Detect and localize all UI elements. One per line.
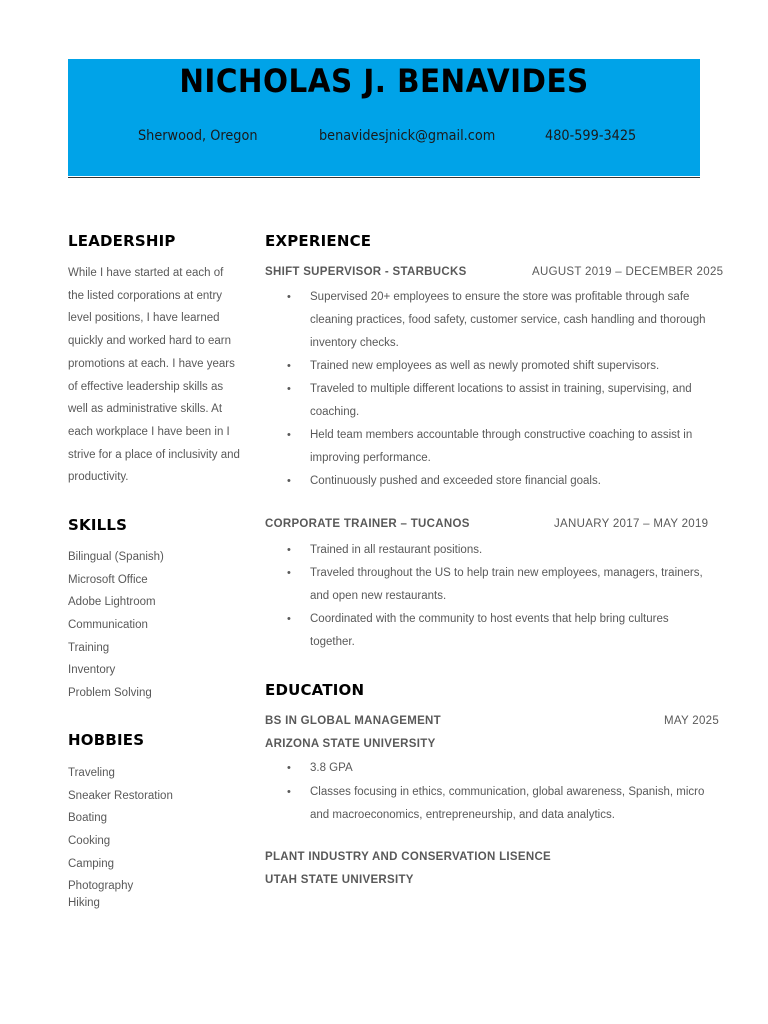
hobby-item: Sneaker Restoration bbox=[68, 789, 173, 802]
location: Sherwood, Oregon bbox=[138, 128, 258, 144]
bullet-text: Classes focusing in ethics, communication, global awareness, Spanish, micro and macroeconomics, entrepreneurship, and data analytics. bbox=[310, 786, 705, 821]
leadership-heading: LEADERSHIP bbox=[68, 232, 176, 250]
job-dates: AUGUST 2019 – DECEMBER 2025 bbox=[532, 266, 724, 278]
certification-title: PLANT INDUSTRY AND CONSERVATION LISENCE bbox=[265, 851, 552, 863]
bullet-text: Supervised 20+ employees to ensure the store was profitable through safe cleaning practices, food safety, customer service, cash handling and thorough inventory checks. bbox=[310, 291, 706, 349]
degree-date: MAY 2025 bbox=[664, 715, 720, 727]
bullet-text: Traveled throughout the US to help train new employees, managers, trainers, and open new restaurants. bbox=[310, 567, 703, 602]
skill-item: Training bbox=[68, 641, 110, 654]
bullet-text: Traveled to multiple different locations to assist in training, supervising, and coaching. bbox=[310, 383, 692, 418]
job-bullets bbox=[287, 539, 712, 654]
phone: 480-599-3425 bbox=[545, 128, 637, 144]
job-title: SHIFT SUPERVISOR - STARBUCKS bbox=[265, 266, 467, 278]
bullet-icon: • bbox=[287, 613, 291, 625]
header-banner bbox=[68, 59, 700, 176]
job-title: CORPORATE TRAINER – TUCANOS bbox=[265, 518, 470, 530]
bullet-item bbox=[287, 378, 712, 424]
bullet-icon: • bbox=[287, 762, 291, 774]
bullet-text: 3.8 GPA bbox=[310, 762, 353, 774]
bullet-item bbox=[287, 539, 712, 562]
bullet-item bbox=[287, 470, 712, 493]
candidate-name: NICHOLAS J. BENAVIDES bbox=[179, 62, 589, 100]
bullet-item bbox=[287, 286, 712, 355]
skill-item: Inventory bbox=[68, 664, 116, 677]
job-dates: JANUARY 2017 – MAY 2019 bbox=[554, 518, 709, 530]
bullet-text: Continuously pushed and exceeded store financial goals. bbox=[310, 475, 601, 487]
skills-heading: SKILLS bbox=[68, 516, 128, 534]
certification-school: UTAH STATE UNIVERSITY bbox=[265, 874, 414, 886]
hobby-item: Cooking bbox=[68, 835, 111, 848]
hobby-item: Hiking bbox=[68, 897, 100, 910]
bullet-item bbox=[287, 781, 712, 827]
bullet-icon: • bbox=[287, 544, 291, 556]
hobbies-heading: HOBBIES bbox=[68, 731, 145, 749]
school-name: ARIZONA STATE UNIVERSITY bbox=[265, 738, 436, 750]
bullet-icon: • bbox=[287, 360, 291, 372]
header-divider bbox=[68, 177, 700, 178]
skill-item: Microsoft Office bbox=[68, 573, 148, 586]
leadership-text: While I have started at each of the listed corporations at entry level positions, I have learned quickly and worked hard to earn promotions at each. I have years of effective leadership skills as well as administrative skills. At each workplace I have been in I strive for a place of inclusivity and productivity. bbox=[68, 267, 240, 484]
bullet-text: Trained new employees as well as newly promoted shift supervisors. bbox=[310, 360, 660, 372]
job-bullets bbox=[287, 286, 712, 493]
skill-item: Problem Solving bbox=[68, 687, 152, 700]
bullet-item bbox=[287, 355, 712, 378]
experience-heading: EXPERIENCE bbox=[265, 232, 372, 250]
bullet-icon: • bbox=[287, 475, 291, 487]
skill-item: Bilingual (Spanish) bbox=[68, 551, 164, 563]
bullet-icon: • bbox=[287, 383, 291, 395]
education-bullets bbox=[287, 757, 712, 827]
skills-list bbox=[68, 546, 164, 705]
bullet-icon: • bbox=[287, 291, 291, 303]
bullet-icon: • bbox=[287, 429, 291, 441]
bullet-item bbox=[287, 757, 712, 780]
hobbies-list bbox=[68, 762, 173, 915]
skill-item: Adobe Lightroom bbox=[68, 596, 156, 609]
bullet-icon: • bbox=[287, 786, 291, 798]
bullet-text: Held team members accountable through constructive coaching to assist in improving performance. bbox=[310, 429, 693, 464]
education-heading: EDUCATION bbox=[265, 681, 365, 699]
bullet-item bbox=[287, 424, 712, 470]
bullet-text: Coordinated with the community to host events that help bring cultures together. bbox=[310, 613, 669, 648]
degree-title: BS IN GLOBAL MANAGEMENT bbox=[265, 715, 441, 727]
skill-item: Communication bbox=[68, 619, 148, 632]
bullet-item bbox=[287, 562, 712, 608]
bullet-text: Trained in all restaurant positions. bbox=[310, 544, 483, 556]
hobby-item: Traveling bbox=[68, 767, 115, 779]
bullet-item bbox=[287, 608, 712, 654]
email: benavidesjnick@gmail.com bbox=[319, 128, 496, 144]
hobby-item: Camping bbox=[68, 857, 115, 870]
hobby-item: Photography bbox=[68, 880, 134, 893]
bullet-icon: • bbox=[287, 567, 291, 579]
hobby-item: Boating bbox=[68, 812, 108, 825]
